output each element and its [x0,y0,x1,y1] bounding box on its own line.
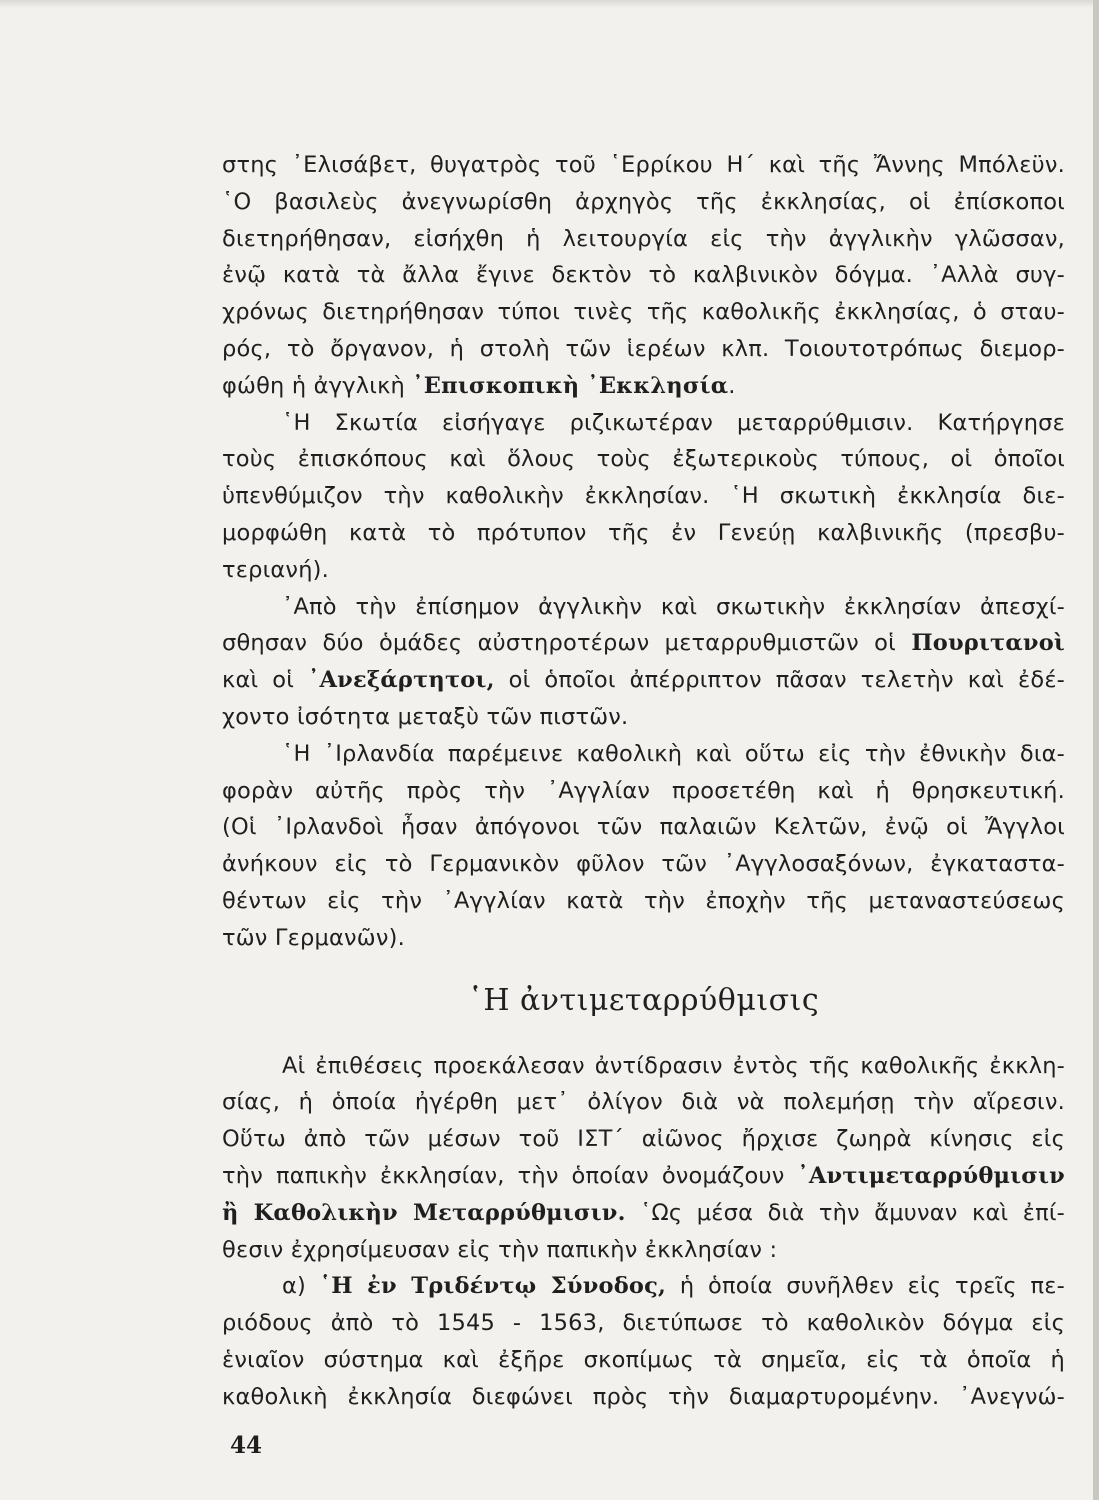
text-line: Αἱ ἐπιθέσεις προεκάλεσαν ἀντίδρασιν ἐντὸς τῆς καθολικῆς ἐκκλη- [282,1052,1065,1079]
text-line: σίας, ἡ ὁποία ἠγέρθη μετ᾿ ὀλίγον διὰ νὰ πολεμήσῃ τὴν αἵρεσιν. [222,1089,1065,1116]
paragraph-puritans [222,589,1065,736]
text-segment: ἡ ὁποία συνῆλθεν εἰς τρεῖς πε- [679,1273,1065,1300]
text-line: ριόδους ἀπὸ τὸ 1545 - 1563, διετύπωσε τὸ καθολικὸν δόγμα εἰς [222,1310,1065,1337]
paragraph-ireland [222,736,1065,957]
paragraph-council-of-trent [222,1268,1065,1415]
text-line: ῾Ο βασιλεὺς ἀνεγνωρίσθη ἀρχηγὸς τῆς ἐκκλησίας, οἱ ἐπίσκοποι [222,188,1065,215]
text-line: διετηρήθησαν, εἰσήχθη ἡ λειτουργία εἰς τὴν ἀγγλικὴν γλῶσσαν, [222,225,1065,252]
page-right-edge [1093,0,1099,1500]
text-segment: ῾Ως μέσα διὰ τὴν ἄμυναν καὶ ἐπί- [640,1199,1065,1226]
text-line: ρός, τὸ ὄργανον, ἡ στολὴ τῶν ἱερέων κλπ. Τοιουτοτρόπως διεμορ- [222,335,1065,362]
text-line: θέντων εἰς τὴν ᾿Αγγλίαν κατὰ τὴν ἐποχὴν τῆς μεταναστεύσεως [222,887,1065,914]
text-line: καθολικὴ ἐκκλησία διεφώνει πρὸς τὴν διαμαρτυρομένην. ᾿Ανεγνώ- [222,1383,1065,1410]
text-line: χοντο ἰσότητα μεταξὺ τῶν πιστῶν. [222,703,629,730]
paragraph-scotland [222,405,1065,589]
text-line: φορὰν αὐτῆς πρὸς τὴν ᾿Αγγλίαν προσετέθη καὶ ἡ θρησκευτική. [222,777,1065,804]
text-line: ᾿Απὸ τὴν ἐπίσημον ἀγγλικὴν καὶ σκωτικὴν ἐκκλησίαν ἀπεσχί- [282,593,1065,620]
text-segment: σθησαν δύο ὁμάδες αὐστηροτέρων μεταρρυθμιστῶν οἱ [222,630,896,657]
bold-term-puritans: Πουριτανοὶ [911,630,1066,657]
text-line: Οὕτω ἀπὸ τῶν μέσων τοῦ ΙΣΤ΄ αἰῶνος ἤρχισε ζωηρὰ κίνησις εἰς [222,1126,1065,1153]
list-marker: α) [282,1273,307,1300]
bold-term-counter-reformation: ᾿Αντιμεταρρύθμισιν [797,1162,1065,1189]
bold-term-council-of-trent: ῾Η ἐν Τριδέντῳ Σύνοδος, [319,1273,667,1300]
text-segment: καὶ οἱ [222,667,295,694]
text-line [222,1268,1065,1305]
text-line [222,1195,1065,1232]
text-segment: . [728,372,736,399]
text-segment: φώθη ἡ ἀγγλικὴ [222,372,405,399]
text-line: ἐνῷ κατὰ τὰ ἄλλα ἔγινε δεκτὸν τὸ καλβινικὸν δόγμα. ᾿Αλλὰ συγ- [222,262,1065,289]
text-line: τοὺς ἐπισκόπους καὶ ὅλους τοὺς ἐξωτερικοὺς τύπους, οἱ ὁποῖοι [222,446,1065,473]
page-top-edge [0,0,1099,8]
text-line [222,625,1065,662]
text-line: (Οἱ ᾿Ιρλανδοὶ ἦσαν ἀπόγονοι τῶν παλαιῶν Κελτῶν, ἐνῷ οἱ Ἄγγλοι [222,814,1065,841]
text-segment: τὴν παπικὴν ἐκκλησίαν, τὴν ὁποίαν ὀνομάζουν [222,1162,785,1189]
text-line: ἀνήκουν εἰς τὸ Γερμανικὸν φῦλον τῶν ᾿Αγγλοσαξόνων, ἐγκαταστα- [222,851,1065,878]
paragraph-counter-reformation [222,1048,1065,1269]
text-line: μορφώθη κατὰ τὸ πρότυπον τῆς ἐν Γενεύῃ καλβινικῆς (πρεσβυ- [222,519,1065,546]
paragraph-anglican-church [222,147,1065,405]
text-line: τεριανή). [222,556,329,583]
text-line: ῾Η ᾿Ιρλανδία παρέμεινε καθολικὴ καὶ οὕτω εἰς τὴν ἐθνικὴν δια- [282,740,1065,767]
text-line [222,368,1065,405]
page-body [222,147,1065,1416]
bold-term-independents: ᾿Ανεξάρτητοι, [308,667,495,694]
page-number: 44 [230,1432,263,1459]
text-line [222,662,1065,699]
text-line: ῾Η Σκωτία εἰσήγαγε ριζικωτέραν μεταρρύθμισιν. Κατήργησε [282,409,1065,436]
bold-term-episcopal-church: ᾿Επισκοπικὴ ᾿Εκκλησία [412,372,729,399]
bold-term-catholic-reformation: ἢ Καθολικὴν Μεταρρύθμισιν. [222,1199,626,1226]
text-line: στης ᾿Ελισάβετ, θυγατρὸς τοῦ ῾Ερρίκου Η΄ καὶ τῆς Ἄννης Μπόλεϋν. [222,152,1065,178]
text-line [222,1158,1065,1195]
text-segment: οἱ ὁποῖοι ἀπέρριπτον πᾶσαν τελετὴν καὶ ἐδέ- [508,667,1066,694]
text-line: χρόνως διετηρήθησαν τύποι τινὲς τῆς καθολικῆς ἐκκλησίας, ὁ σταυ- [222,299,1065,326]
text-line: ὑπενθύμιζον τὴν καθολικὴν ἐκκλησίαν. ῾Η σκωτικὴ ἐκκλησία διε- [222,483,1065,510]
text-line: θεσιν ἐχρησίμευσαν εἰς τὴν παπικὴν ἐκκλησίαν : [222,1236,778,1263]
text-line: ἑνιαῖον σύστημα καὶ ἐξῆρε σκοπίμως τὰ σημεῖα, εἰς τὰ ὁποῖα ἡ [222,1346,1065,1373]
text-line: τῶν Γερμανῶν). [222,924,405,951]
section-heading: ῾Η ἀντιμεταρρύθμισις [467,982,820,1018]
